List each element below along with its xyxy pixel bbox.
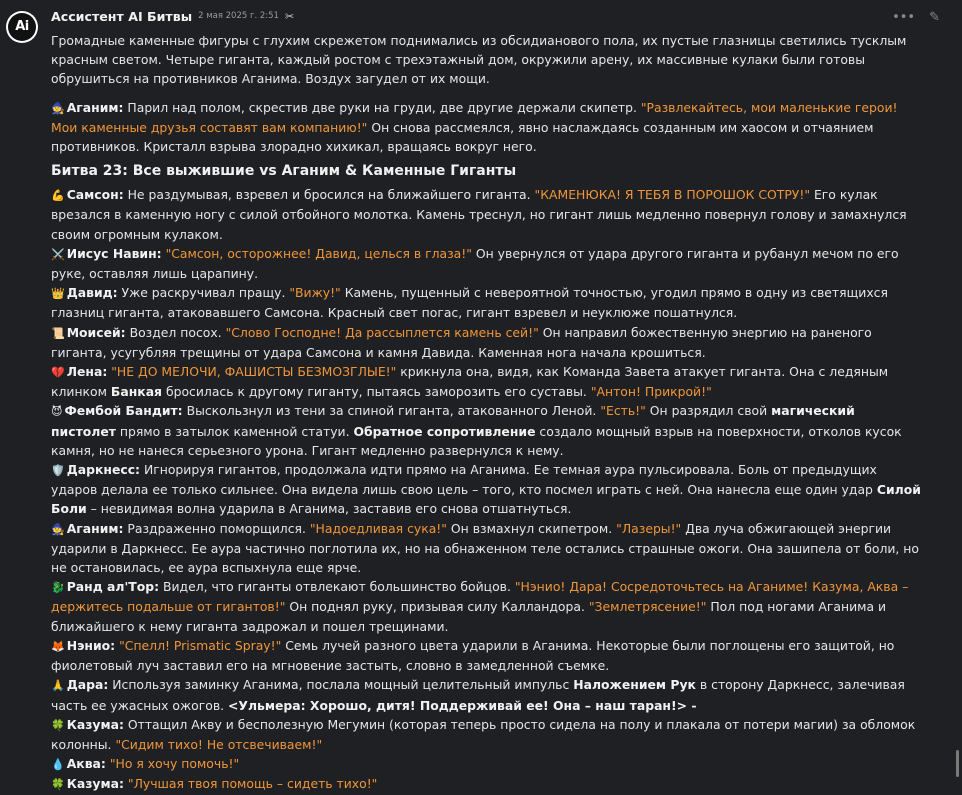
text: Камень, пущенный с невероятной точностью, угодил прямо в одну из светящихся глазниц гиганта, атаковавшего Самсона. Красный свет погас, гигант взревел и неуклюже пошатнулся. <box>51 285 888 321</box>
emoji-icon: 💧 <box>51 758 65 772</box>
message-paragraph <box>51 715 921 754</box>
text: Оттащил Акву и бесполезную Мегумин (которая теперь просто сидела на полу и плакала от потери магии) за обломок колонны. <box>51 716 916 752</box>
text: Он снова рассмеялся, явно наслаждаясь созданным им хаосом и отчаянием противников. Кристалл взрыва злорадно хихикал, вращаясь вокруг него. <box>51 119 874 155</box>
edit-icon[interactable]: ✎ <box>929 10 940 25</box>
message-paragraph <box>51 636 921 675</box>
text: Игнорируя гигантов, продолжала идти прямо на Аганима. Ее темная аура пульсировала. Боль от предыдущих ударов делала ее только сильнее. Она видела лишь свою цель – того, кто посмел играть с ней. Она нанесла еще один удар <box>51 462 877 498</box>
message-paragraph <box>51 244 921 283</box>
quote-text: "Слово Господне! Да рассыплется камень сей!" <box>225 324 539 340</box>
text: в сторону Даркнесс, залечивая часть ее ужасных ожогов. <box>51 677 905 713</box>
text: Громадные каменные фигуры с глухим скрежетом поднимались из обсидианового пола, их пустые глазницы светились тусклым красным светом. Четыре гиганта, каждый ростом с трехэтажный дом, окружили арену, их массивные кулаки были готовы обрушиться на противников Аганима. Воздух загудел от их мощи. <box>51 33 907 87</box>
text: Воздел посох. <box>125 324 226 340</box>
emoji-icon: 🙏 <box>51 679 65 693</box>
text: крикнула она, видя, как Команда Завета атакует гиганта. Она с ледяным клинком <box>51 364 889 400</box>
avatar-logo: Ai <box>8 13 36 41</box>
message-paragraph <box>51 323 921 362</box>
text: Выскользнул из тени за спиной гиганта, атакованного Леной. <box>182 403 601 419</box>
message-paragraph <box>51 754 921 774</box>
text: Его кулак врезался в каменную ногу с силой отбойного молотка. Камень треснул, но гигант лишь медленно повернул голову и замахнулся своим огромным кулаком. <box>51 187 907 242</box>
message-paragraph <box>51 519 921 578</box>
text: Он направил божественную энергию на раненого гиганта, усугубляя трещины от удара Самсона и камня Давида. Каменная нога начала крошиться. <box>51 324 872 360</box>
message-paragraph <box>51 98 921 157</box>
text: Два луча обжигающей энергии ударили в Даркнесс. Ее аура частично поглотила их, но на обнаженном теле остались страшные ожоги. Она зашипела от боли, но не остановилась, ее аура вспыхнула еще ярче. <box>51 520 919 576</box>
bold-text: Давид: <box>66 285 118 301</box>
bold-text: Аганим: <box>66 99 124 115</box>
spacer <box>51 89 921 98</box>
emoji-icon: 🍀 <box>51 718 65 732</box>
bold-text: магический пистолет <box>51 403 855 439</box>
bold-text: Иисус Навин: <box>66 245 162 261</box>
text: прямо в затылок каменной статуи. <box>115 423 354 439</box>
message-paragraph <box>51 774 921 794</box>
bold-text: Нэнио: <box>66 637 116 653</box>
bold-text: Ранд ал'Тор: <box>66 579 160 595</box>
quote-text: "Лазеры!" <box>616 520 682 536</box>
bold-text: <Ульмера: Хорошо, дитя! Поддерживай ее! Она – наш таран!> - <box>228 697 697 713</box>
quote-text: "Есть!" <box>600 403 646 419</box>
bold-text: Моисей: <box>66 324 126 340</box>
text: Уже раскручивал пращу. <box>117 285 290 301</box>
text: – невидимая волна ударила в Аганима, заставив его снова отшатнуться. <box>86 501 572 517</box>
emoji-icon: 👑 <box>51 287 65 301</box>
emoji-icon: 🧙 <box>51 522 65 536</box>
quote-text: "Антон! Прикрой!" <box>590 384 712 400</box>
avatar[interactable] <box>6 11 38 43</box>
emoji-icon: 🍀 <box>51 778 65 792</box>
bold-text: Банкая <box>110 384 163 400</box>
message-paragraph <box>51 675 921 714</box>
quote-text: "Землетрясение!" <box>588 599 707 615</box>
emoji-icon: 🧙 <box>51 101 65 115</box>
message-paragraph <box>51 362 921 401</box>
quote-text: "Лучшая твоя помощь – сидеть тихо!" <box>127 776 378 792</box>
emoji-icon: 💪 <box>51 189 65 203</box>
bold-text: Казума: <box>66 776 124 792</box>
message-paragraph <box>51 401 921 460</box>
author-name[interactable]: Ассистент AI Битвы <box>51 9 193 25</box>
quote-text: "Надоедливая сука!" <box>309 520 447 536</box>
message-paragraph <box>51 577 921 636</box>
message-paragraph <box>51 185 921 244</box>
emoji-icon: 💔 <box>51 366 65 380</box>
text: Он взмахнул скипетром. <box>446 520 617 536</box>
bold-text: Казума: <box>66 716 124 732</box>
bold-text: Самсон: <box>66 187 124 203</box>
message-paragraph <box>51 31 921 89</box>
battle-heading <box>51 160 921 182</box>
timestamp: 2 мая 2025 г. 2:51 <box>198 11 279 22</box>
text: Не раздумывая, взревел и бросился на ближайшего гиганта. <box>123 187 535 203</box>
quote-text: "КАМЕНЮКА! Я ТЕБЯ В ПОРОШОК СОТРУ!" <box>534 187 811 203</box>
bold-text: Аганим: <box>66 520 124 536</box>
emoji-icon: 🛡️ <box>51 464 65 478</box>
text: Раздраженно поморщился. <box>123 520 310 536</box>
text: Он увернулся от удара другого гиганта и рубанул мечом по его руке, оставляя лишь царапину. <box>51 245 899 282</box>
emoji-icon: ⚔️ <box>51 247 65 261</box>
quote-text: "Развлекайтесь, мои маленькие герои! Мои каменные друзья составят вам компанию!" <box>51 99 898 135</box>
message-content <box>51 31 921 795</box>
quote-text: "Спелл! Prismatic Spray!" <box>119 637 282 653</box>
emoji-icon: 😈 <box>51 405 63 419</box>
message-paragraph <box>51 283 921 322</box>
text: Пол под ногами Аганима и ближайшего к нему гиганта задрожал и пошел трещинами. <box>51 599 887 634</box>
emoji-icon: 📜 <box>51 326 65 340</box>
text: бросилась к другому гиганту, пытаясь заморозить его суставы. <box>162 384 591 400</box>
message-paragraph <box>51 460 921 519</box>
bold-text: Силой Боли <box>51 482 921 517</box>
emoji-icon: 🐉 <box>51 581 65 595</box>
bold-text: Фембой Бандит: <box>64 403 183 419</box>
message-actions <box>892 8 940 27</box>
text: Он разрядил свой <box>645 403 772 419</box>
bold-text: Обратное сопротивление <box>353 423 536 439</box>
quote-text: "Самсон, осторожнее! Давид, целься в глаза!" <box>165 245 472 261</box>
text: Видел, что гиганты отвлекают большинство бойцов. <box>159 579 515 595</box>
more-options-icon[interactable]: ••• <box>892 10 916 25</box>
quote-text: "Нэнио! Дара! Сосредоточьтесь на Аганиме! Казума, Аква – держитесь подальше от гигантов!" <box>51 579 909 615</box>
message-header <box>51 7 294 27</box>
text: Парил над полом, скрестив две руки на груди, две другие держали скипетр. <box>123 99 641 115</box>
bold-text: Лена: <box>66 364 108 380</box>
text: Битва 23: Все выжившие vs Аганим & Каменные Гиганты <box>51 163 517 180</box>
pin-icon: ✂ <box>284 10 295 24</box>
quote-text: "Но я хочу помочь!" <box>109 756 240 772</box>
bold-text: Наложением Рук <box>573 677 696 693</box>
quote-text: "НЕ ДО МЕЛОЧИ, ФАШИСТЫ БЕЗМОЗГЛЫЕ!" <box>111 364 397 380</box>
quote-text: "Сидим тихо! Не отсвечиваем!" <box>115 736 323 752</box>
text: Он поднял руку, призывая силу Калландора. <box>285 599 589 615</box>
bold-text: Аква: <box>66 756 106 772</box>
text: Семь лучей разного цвета ударили в Аганима. Некоторые были поглощены его защитой, но фиолетовый луч заставил его на мгновение застыть, словно в замедленной съемке. <box>51 637 895 674</box>
scrollbar[interactable] <box>956 750 959 777</box>
text: создало мощный взрыв на поверхности, отколов кусок камня, но не нанеся серьезного урона. Гигант медленно развернулся к нему. <box>51 423 902 458</box>
bold-text: Дара: <box>66 677 109 693</box>
text: Используя заминку Аганима, послала мощный целительный импульс <box>108 677 574 693</box>
bold-text: Даркнесс: <box>66 462 140 478</box>
quote-text: "Вижу!" <box>289 285 341 301</box>
emoji-icon: 🦊 <box>51 639 65 653</box>
